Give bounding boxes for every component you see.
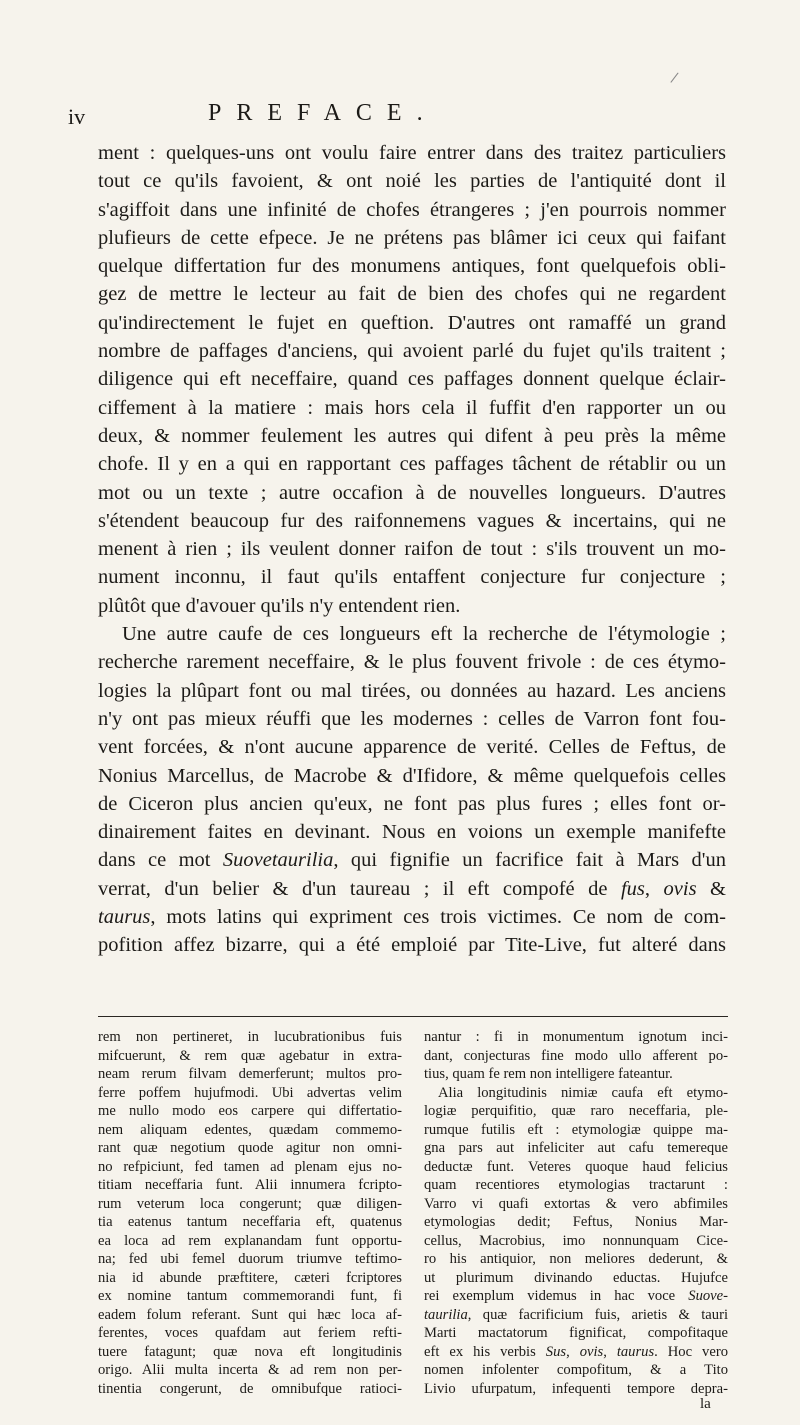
footnote-line: cellus, Macrobius, imo nonnunquam Cice- xyxy=(424,1232,728,1249)
text-line: nombre de paffages d'anciens, qui avoient parlé du fujet qu'ils traitent ; xyxy=(98,340,726,363)
running-title: PREFACE. xyxy=(208,100,438,126)
footnote-line: titiam neceffaria funt. Alii innumera fcripto- xyxy=(98,1177,402,1193)
footnote-line: tia eatenus tantum neceffaria eft, quatenus xyxy=(98,1214,402,1230)
text-line: Nonius Marcellus, de Macrobe & d'Ifidore, & même quelquefois celles xyxy=(98,764,726,787)
footnote-line: nem aliquam edentes, quædam commemo- xyxy=(98,1121,402,1138)
text-line: recherche rarement neceffaire, & le plus fouvent frivole : de ces étymo- xyxy=(98,651,726,674)
footnote-line: eft ex his verbis Sus, ovis, taurus. Hoc vero xyxy=(424,1343,728,1360)
text-line: deux, & nommer feulement les autres qui difent à peu près la même xyxy=(98,424,726,447)
footnote-line: Livio ufurpatum, infequenti tempore depra- xyxy=(424,1380,728,1397)
footnote-line: ro his antiquior, non meliores dederunt, & xyxy=(424,1251,728,1267)
text-line: chofe. Il y en a qui en rapportant ces paffages tâchent de rétablir ou un xyxy=(98,453,726,476)
text-line: de Ciceron plus ancien qu'eux, ne font pas plus fures ; elles font or- xyxy=(98,792,726,815)
footnote-line: mifcuerunt, & rem quæ agebatur in extra- xyxy=(98,1047,402,1064)
footnote-line: Varro vi quafi extortas & vero abfimiles xyxy=(424,1195,728,1212)
text-line: nument inconnu, il faut qu'ils entaffent conjecture fur conjecture ; xyxy=(98,566,726,589)
text-line: ment : quelques-uns ont voulu faire entrer dans des traitez particuliers xyxy=(98,142,726,164)
text-line: vent forcées, & n'ont aucune apparence de verité. Celles de Feftus, de xyxy=(98,736,726,759)
footnote-column-right xyxy=(424,1028,728,1398)
catchword: la xyxy=(700,1396,711,1412)
footnote-line: logiæ perquifitio, quæ raro neceffaria, ple- xyxy=(424,1103,728,1119)
text-line: menent à rien ; ils veulent donner raifon de tout : s'ils trouvent un mo- xyxy=(98,538,726,561)
footnote-line: tuere fatagunt; quæ nova eft longitudinis xyxy=(98,1343,402,1360)
text-line: taurus, mots latins qui expriment ces trois victimes. Ce nom de com- xyxy=(98,906,726,929)
footnote-line: ut plurimum divinando eductas. Hujufce xyxy=(424,1269,728,1286)
footnote-rule xyxy=(98,1016,728,1017)
footnote-line: tius, quam fe rem non intelligere fateantur. xyxy=(424,1066,673,1082)
text-line: dans ce mot Suovetaurilia, qui fignifie un facrifice fait à Mars d'un xyxy=(98,849,727,872)
text-line: n'y ont pas mieux réuffi que les modernes : celles de Varron font fou- xyxy=(98,707,726,730)
text-line: Une autre caufe de ces longueurs eft la recherche de l'étymologie ; xyxy=(122,623,726,646)
footnote-line: na; fed ubi femel duorum triumve teftimo- xyxy=(98,1251,402,1267)
text-line: tout ce qu'ils favoient, & ont noié les parties de l'antiquité dont il xyxy=(98,170,726,193)
text-line: s'étendent beaucoup fur des raifonnemens vagues & incertains, qui ne xyxy=(98,509,726,532)
footnote-line: taurilia, quæ facrificium fuis, arietis & tauri xyxy=(424,1306,728,1323)
footnote-line: no refpiciunt, fed tamen ad plenam ejus no- xyxy=(98,1158,402,1175)
footnote-line: ea loca ad rem explanandam funt opportu- xyxy=(98,1232,402,1249)
footnote-line: gna pars aut infeliciter aut cafu temereque xyxy=(424,1140,728,1156)
footnote-line: quam recentiores etymologias tractarunt : xyxy=(424,1177,728,1193)
footnote-line: rem non pertineret, in lucubrationibus fuis xyxy=(98,1029,402,1045)
footnote-line: rei exemplum videmus in hac voce Suove- xyxy=(424,1288,728,1304)
text-line: mot ou un texte ; autre occafion à de nouvelles longueurs. D'autres xyxy=(98,481,726,504)
stray-mark: / xyxy=(669,69,680,87)
footnote-line: deductæ funt. Veteres quoque haud felicius xyxy=(424,1158,728,1175)
text-line: plufieurs de cette efpece. Je ne prétens pas blâmer ici ceux qui faifant xyxy=(98,226,726,249)
text-line: dinairement faites en devinant. Nous en voions un exemple manifefte xyxy=(98,821,726,844)
text-line: pofition affez bizarre, qui a été emploié par Tite-Live, fut alteré dans xyxy=(98,934,726,957)
footnote-line: Marti mactatorum fignificat, compofitaque xyxy=(424,1325,728,1341)
main-text-block xyxy=(98,139,726,960)
text-line: qu'indirectement le fujet en queftion. D'autres ont ramaffé un grand xyxy=(98,311,726,334)
text-line: verrat, d'un belier & d'un taureau ; il eft compofé de fus, ovis & xyxy=(98,877,727,900)
footnote-line: nantur : fi in monumentum ignotum inci- xyxy=(424,1029,728,1045)
footnote-line: rumque futilis eft : etymologiæ quippe ma- xyxy=(424,1121,728,1138)
footnote-line: me nullo modo eos carpere qui differtatio- xyxy=(98,1103,402,1119)
footnote-line: dant, conjecturas fine modo ullo afferent po- xyxy=(424,1047,728,1064)
text-line: logies la plûpart font ou mal tirées, ou données au hazard. Les anciens xyxy=(98,679,726,702)
footnote-line: nia id abunde præftitere, cæteri fcriptores xyxy=(98,1269,402,1286)
page-number: iv xyxy=(68,104,86,129)
text-line: ciffement à la matiere : mais hors cela il fuffit d'en rapporter un ou xyxy=(98,396,726,419)
footnote-line: neam rerum filvam demerferunt; multos pro- xyxy=(98,1066,402,1082)
footnote-line: rum veterum loca congerunt; quæ diligen- xyxy=(98,1195,402,1212)
footnote-line: ferentes, voces quafdam aut feriem refti- xyxy=(98,1325,402,1341)
text-line: plûtôt que d'avouer qu'ils n'y entendent rien. xyxy=(98,594,461,617)
footnote-line: Alia longitudinis nimiæ caufa eft etymo- xyxy=(438,1084,728,1101)
footnote-line: tinentia congerunt, de omnibufque ratioci- xyxy=(98,1380,402,1397)
footnote-line: ferre poffem hujufmodi. Ubi advertas velim xyxy=(98,1084,402,1101)
text-line: diligence qui eft neceffaire, quand ces paffages donnent quelque éclair- xyxy=(98,368,726,391)
footnote-column-left xyxy=(98,1028,402,1398)
footnote-line: origo. Alii multa incerta & ad rem non per- xyxy=(98,1362,402,1378)
text-line: quelque differtation fur des monumens antiques, font quelquefois obli- xyxy=(98,255,726,278)
footnote-line: eadem folum referant. Sunt qui hæc loca af- xyxy=(98,1306,402,1323)
footnote-line: ex nomine tantum commemorandi funt, fi xyxy=(98,1288,402,1304)
footnote-line: etymologias dedit; Feftus, Nonius Mar- xyxy=(424,1214,728,1230)
footnote-line: nomen infolenter compofitum, & a Tito xyxy=(424,1362,728,1378)
text-line: s'agiffoit dans une infinité de chofes étrangeres ; j'en pourrois nommer xyxy=(98,198,726,221)
text-line: gez de mettre le lecteur au fait de bien des chofes qui ne regardent xyxy=(98,283,726,306)
page-header xyxy=(68,98,728,134)
footnote-line: rant quæ negotium quode agitur non omni- xyxy=(98,1140,402,1156)
